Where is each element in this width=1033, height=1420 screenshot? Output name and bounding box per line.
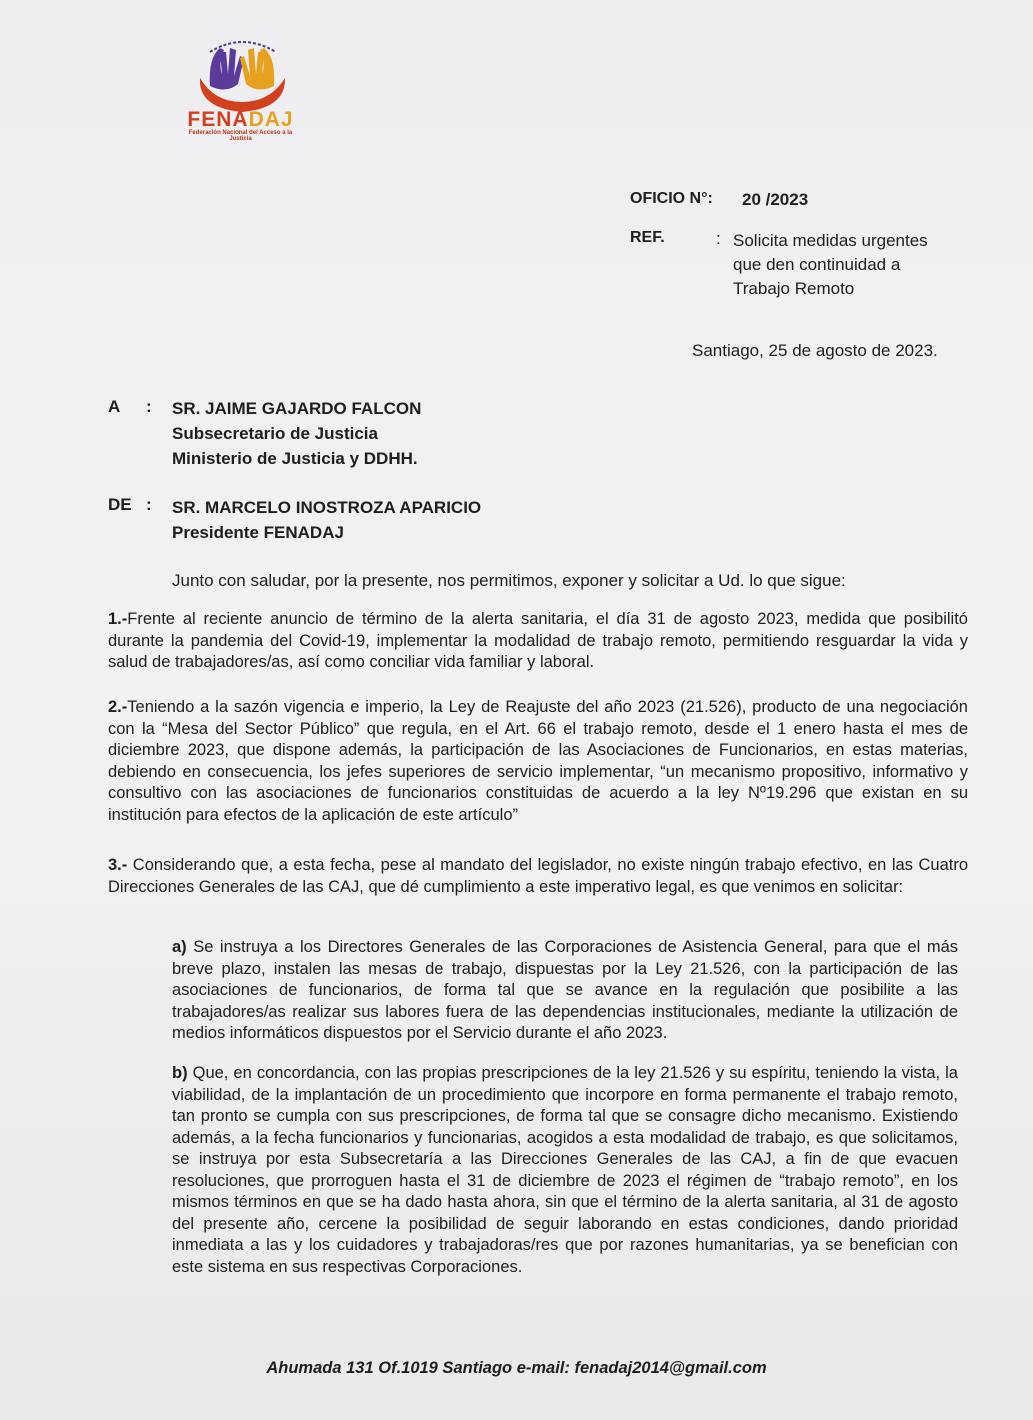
from-sender: SR. MARCELO INOSTROZA APARICIO Presidente FENADAJ	[172, 498, 482, 542]
letter-date: Santiago, 25 de agosto de 2023.	[692, 341, 938, 360]
fenadaj-logo	[168, 28, 318, 148]
paragraph-3: 3.- Considerando que, a esta fecha, pese al mandato del legislador, no existe ningún trabajo efectivo, en las Cuatro Direcciones Generales de las CAJ, que dé cumplimiento a este imperativo legal, es que venimos en solicitar:	[108, 856, 968, 896]
paragraph-2: 2.-Teniendo a la sazón vigencia e imperio, la Ley de Reajuste del año 2023 (21.526), producto de una negociación con la “Mesa del Sector Público” que regula, en el Art. 66 el trabajo remoto, desde el 1 enero hasta el mes de diciembre 2023, que dispone además, la participación de las Asociaciones de Funcionarios, en estas materias, debiendo en consecuencia, los jefes superiores de servicio implementar, “un mecanismo propositivo, informativo y consultivo con las asociaciones de funcionarios constituidas de acuerdo a la ley Nº19.296 que existan en su institución para efectos de la aplicación de este artículo”	[108, 698, 968, 824]
oficio-number: 20 /2023	[742, 190, 809, 209]
from-label: DE	[108, 495, 132, 514]
item-b: b) Que, en concordancia, con las propias prescripciones de la ley 21.526 y su espíritu, teniendo la vista, la viabilidad, de la implantación de un procedimiento que incorpore en forma permanente el trabajo remoto, tan pronto se cumpla con sus prescripciones, de forma tal que se consagre dicho mecanismo. Existiendo además, a la fecha funcionarios y funcionarias, acogidos a esta modalidad de trabajo, es que solicitamos, se instruya por esta Subsecretaría a las Direcciones Generales de las CAJ, a fin de que evacuen resoluciones, que prorroguen hasta el 31 de diciembre de 2023 el régimen de “trabajo remoto”, en los mismos términos en que se ha dado hasta ahora, sin que el término de la alerta sanitaria, al 31 de agosto del presente año, cercene la posibilidad de seguir laborando en estas condiciones, dando prioridad inmediata a las y los cuidadores y trabajadoras/res que por razones humanitarias, ya se benefician con este sistema en sus respectivas Corporaciones.	[172, 1064, 958, 1276]
ref-label: REF.	[630, 229, 665, 246]
logo-wordmark: FENADAJ	[187, 108, 294, 131]
to-label: A	[108, 397, 121, 416]
oficio-label: OFICIO N°:	[630, 190, 713, 207]
paragraph-1: 1.-Frente al reciente anuncio de término de la alerta sanitaria, el día 31 de agosto 2023, medida que posibilitó durante la pandemia del Covid-19, implementar la modalidad de trabajo remoto, permitiendo resguardar la vida y salud de trabajadores/as, así como conciliar vida familiar y laboral.	[108, 610, 968, 671]
logo-subtitle: Federación Nacional del Acceso a la Justicia	[188, 130, 293, 142]
ref-text: Solicita medidas urgentes que den continuidad a Trabajo Remoto	[733, 231, 928, 298]
hands-emblem-icon	[190, 38, 295, 116]
to-colon: :	[146, 397, 152, 416]
item-a: a) Se instruya a los Directores Generales de las Corporaciones de Asistencia General, para que el más breve plazo, instalen las mesas de trabajo, dispuestas por la Ley 21.526, con la participación de las asociaciones de funcionarios, de forma tal que se avance en la regulación que posibilite a las trabajadores/as realizar sus labores fuera de las dependencias institucionales, mediante la utilización de medios informáticos dispuestos por el Servicio durante el año 2023.	[172, 938, 958, 1042]
from-colon: :	[146, 495, 152, 514]
ref-colon: :	[716, 229, 721, 248]
to-addressee: SR. JAIME GAJARDO FALCON Subsecretario de Justicia Ministerio de Justicia y DDHH.	[172, 399, 422, 468]
greeting: Junto con saludar, por la presente, nos permitimos, exponer y solicitar a Ud. lo que sigue:	[172, 571, 846, 590]
footer-address: Ahumada 131 Of.1019 Santiago e-mail: fenadaj2014@gmail.com	[266, 1359, 767, 1377]
